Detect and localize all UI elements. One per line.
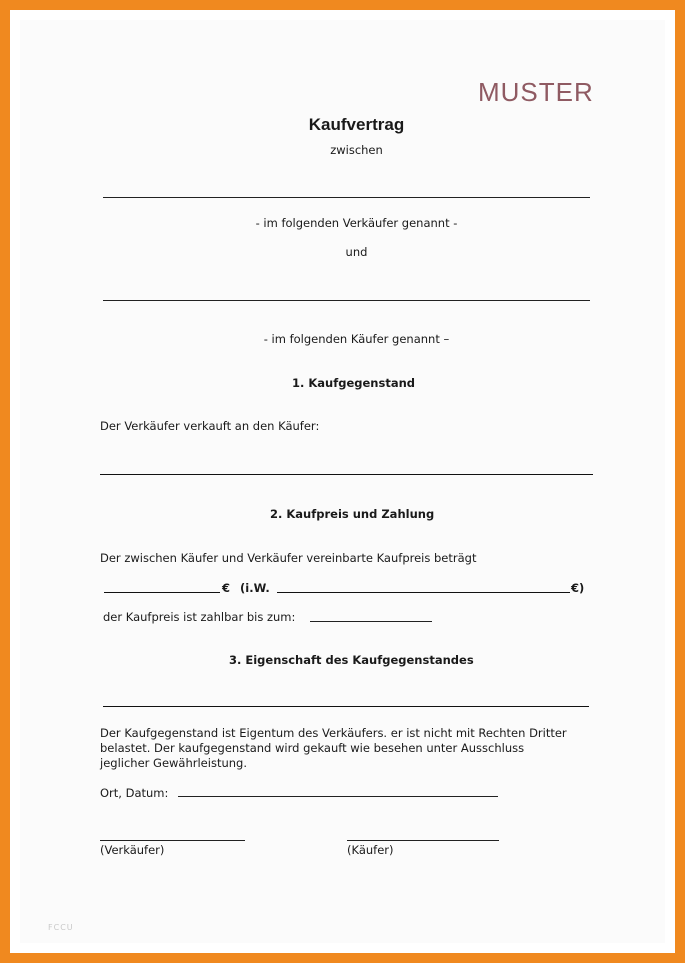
section1-text: Der Verkäufer verkauft an den Käufer: <box>100 419 320 433</box>
due-date-label: der Kaufpreis ist zahlbar bis zum: <box>103 610 296 624</box>
document-title: Kaufvertrag <box>308 115 405 134</box>
place-date-line <box>178 796 498 797</box>
section3-para-line2: belastet. Der kaufgegenstand wird gekauft wie besehen unter Ausschluss <box>100 741 525 755</box>
section2-heading: 2. Kaufpreis und Zahlung <box>270 507 435 521</box>
purchase-object-line <box>100 474 593 475</box>
currency-symbol: € <box>222 581 231 595</box>
section2-text: Der zwischen Käufer und Verkäufer vereinbarte Kaufpreis beträgt <box>100 551 477 565</box>
buyer-signature-label: (Käufer) <box>347 843 394 857</box>
seller-note: - im folgenden Verkäufer genannt - <box>255 216 458 230</box>
document-page <box>20 20 665 943</box>
buyer-name-line <box>103 300 590 301</box>
section3-para-line1: Der Kaufgegenstand ist Eigentum des Verkäufers. er ist nicht mit Rechten Dritter <box>100 726 567 740</box>
and-label: und <box>345 245 368 259</box>
corner-mark: FCCU <box>48 923 74 932</box>
price-amount-line <box>104 592 220 593</box>
section1-heading: 1. Kaufgegenstand <box>292 376 416 390</box>
section3-para-line3: jeglicher Gewährleistung. <box>100 756 247 770</box>
place-date-label: Ort, Datum: <box>100 786 169 800</box>
buyer-signature-line <box>347 840 499 841</box>
currency-close: €) <box>571 581 585 595</box>
muster-watermark: MUSTER <box>478 77 594 107</box>
property-line <box>103 706 589 707</box>
seller-signature-label: (Verkäufer) <box>100 843 165 857</box>
seller-signature-line <box>100 840 245 841</box>
section3-heading: 3. Eigenschaft des Kaufgegenstandes <box>229 653 474 667</box>
due-date-line <box>310 621 432 622</box>
between-label: zwischen <box>330 143 383 157</box>
buyer-note: - im folgenden Käufer genannt – <box>263 332 450 346</box>
in-words-label: (i.W. <box>240 581 270 595</box>
seller-name-line <box>103 197 590 198</box>
price-in-words-line <box>277 592 570 593</box>
